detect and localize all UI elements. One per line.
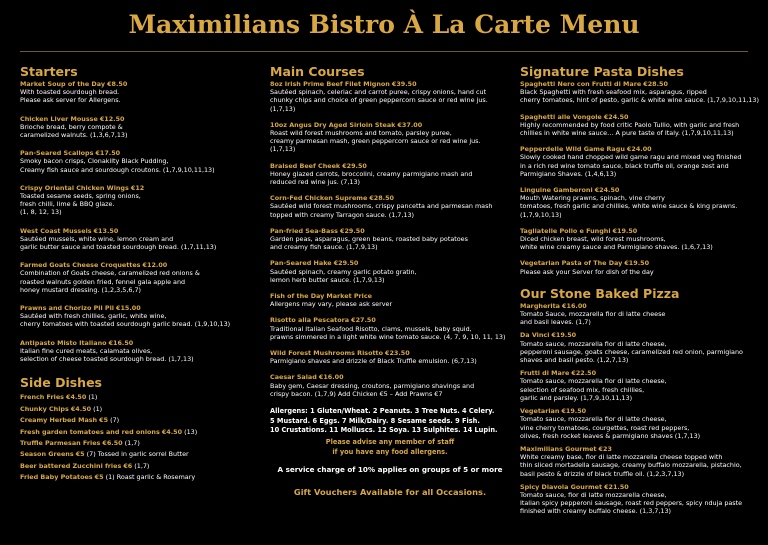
pizza-list xyxy=(520,302,760,516)
item-price: €15.00 xyxy=(116,304,141,313)
item-name: Caesar Salad xyxy=(270,373,317,382)
menu-item xyxy=(270,292,510,308)
menu-item xyxy=(270,194,510,219)
menu-item xyxy=(20,227,255,252)
item-price: €28.50 xyxy=(369,194,395,203)
item-description: lemon herb butter sauce. (1,7,9,13) xyxy=(270,275,385,284)
item-description: Sautéed with fresh chillies, garlic, white wine, xyxy=(20,312,167,321)
menu-item xyxy=(270,162,510,187)
item-description: tomatoes, fresh garlic and chillies, white wine sauce & king prawns. xyxy=(520,202,738,211)
right-column xyxy=(520,64,760,516)
item-description: (1,7,13) xyxy=(270,145,296,154)
item-price: €5 xyxy=(75,450,85,459)
item-description: garlic butter sauce and toasted sourdough bread. (1,7,11,13) xyxy=(20,243,217,252)
item-name: Prawns and Chorizo Pil Pil xyxy=(20,304,114,313)
menu-title: Maximilians Bistro À La Carte Menu xyxy=(128,10,640,39)
item-price: €19.50 xyxy=(612,226,638,235)
item-description: Italian fine cured meats, calamata olives, xyxy=(20,346,153,355)
item-price: €29.50 xyxy=(333,259,359,268)
item-name: Da Vinci xyxy=(520,331,550,340)
item-price: €12.50 xyxy=(99,114,125,123)
item-price: €4.50 xyxy=(66,393,87,402)
menu-item xyxy=(20,80,255,105)
item-header xyxy=(520,227,760,235)
item-price: €16.50 xyxy=(108,338,134,347)
item-description: caramelized walnuts. (1,3,6,7,13) xyxy=(20,131,128,140)
item-header xyxy=(20,115,255,123)
item-description: garlic and parsley. (1,7,9,10,11,13) xyxy=(520,393,633,402)
advice-line: if you have any food allergens. xyxy=(332,447,448,456)
item-name: Margherita xyxy=(520,301,560,310)
item-description: Toasted sesame seeds, spring onions, xyxy=(20,192,141,201)
item-description: selection of seafood mix, fresh chillies, xyxy=(520,385,645,394)
item-name: Spaghetti alle Vongole xyxy=(520,112,602,121)
menu-item xyxy=(270,316,510,341)
item-description: chunky chips and choice of green peppercorn sauce or red wine jus. xyxy=(270,96,488,105)
item-name: Creamy Herbed Mash xyxy=(20,416,98,425)
sides-heading: Side Dishes xyxy=(20,375,102,391)
item-description: chillies in white wine sauce… A pure taste of Italy. (1,7,9,10,11,13) xyxy=(520,129,734,138)
item-description: Tomato Sauce, mozzarella fior di latte cheese xyxy=(520,310,666,319)
item-price: €22.50 xyxy=(571,369,597,378)
mains-list xyxy=(270,80,510,398)
side-item xyxy=(20,415,255,426)
item-header xyxy=(270,259,510,267)
item-price: €6 xyxy=(123,461,133,470)
item-description: Slowly cooked hand chopped wild game ragu and mixed veg finished xyxy=(520,153,742,162)
item-description: basil pesto & drizzle of black truffle oil. (1,2,3,7,13) xyxy=(520,469,685,478)
item-description: vine cherry tomatoes, courgettes, roast red peppers, xyxy=(520,423,690,432)
pasta-list xyxy=(520,80,760,276)
item-name: Wild Forest Mushrooms Risotto xyxy=(270,349,383,358)
item-name: Spaghetti Nero con Frutti di Mare xyxy=(520,80,642,88)
title-divider xyxy=(20,51,748,52)
item-description: reduced red wine jus. (7,13) xyxy=(270,178,361,187)
item-description: Baby gem, Caesar dressing, croutons, parmigiano shavings and xyxy=(270,381,475,390)
item-price: €24.50 xyxy=(594,186,620,195)
item-name: Chicken Liver Mousse xyxy=(20,114,98,123)
menu-item xyxy=(520,259,760,275)
item-description: Sautéed spinach, celeriac and carrot puree, crispy onions, hand cut xyxy=(270,88,487,97)
allergen-line: 5 Mustard. 6 Eggs. 7 Milk/Dairy. 8 Sesame seeds. 9 Fish. xyxy=(270,416,480,425)
item-description: Parmigiano shaves and drizzle of Black Truffle emulsion. (6,7,13) xyxy=(270,357,477,366)
item-name: Market Soup of the Day xyxy=(20,80,106,88)
item-description: cherry tomatoes, hint of pesto, garlic & white wine sauce. (1,7,9,10,11,13) xyxy=(520,96,759,105)
side-item xyxy=(20,392,255,403)
gift-voucher-note: Gift Vouchers Available for all Occasions. xyxy=(293,487,487,498)
item-description: Allergens may vary, please ask server xyxy=(270,300,393,309)
item-header xyxy=(20,80,255,88)
item-price: €5 xyxy=(94,473,104,482)
item-header xyxy=(20,227,255,235)
item-description: Mouth Watering prawns, spinach, vine cherry xyxy=(520,194,665,203)
item-name: 10oz Angus Dry Aged Sirloin Steak xyxy=(270,120,396,129)
item-header xyxy=(20,184,255,192)
item-description: Brioche bread, berry compote & xyxy=(20,122,123,131)
allergen-line: Allergens: 1 Gluten/Wheat. 2 Peanuts. 3 Tree Nuts. 4 Celery. xyxy=(270,407,495,416)
item-description: thin sliced mortadella sausage, creamy buffalo mozzarella, pistachio, xyxy=(520,461,742,470)
item-name: Pan-fried Sea-Bass xyxy=(270,226,338,235)
item-description: olives, fresh rocket leaves & parmigiano shaves (1,7,13) xyxy=(520,431,701,440)
item-header xyxy=(20,304,255,312)
item-description: Please ask your Server for dish of the day xyxy=(520,267,654,276)
item-description: (1,7,9,10,13) xyxy=(520,210,562,219)
item-description: (1, 8, 12, 13) xyxy=(20,208,62,217)
item-description: finished with creamy buffalo cheese. (1,3,7,13) xyxy=(520,507,672,516)
item-name: Crispy Oriental Chicken Wings xyxy=(20,183,129,192)
item-price: €21.50 xyxy=(604,482,629,491)
item-name: Chunky Chips xyxy=(20,404,69,413)
item-header xyxy=(20,261,255,269)
item-description: in a rich red wine tomato sauce, black truffle oil, orange zest and xyxy=(520,161,729,170)
menu-item xyxy=(520,145,760,178)
item-description: Parmigiano Shaves. (1,4,6,13) xyxy=(520,169,617,178)
item-description: Sautéed wild forest mushrooms, crispy pancetta and parmesan mash xyxy=(270,202,493,211)
menu-item xyxy=(520,369,760,402)
item-description: shaves and basil pesto. (1,2,7,13) xyxy=(520,356,629,365)
item-header xyxy=(520,331,760,339)
mains-heading: Main Courses xyxy=(270,64,365,79)
item-description: prawns simmered in a light white wine tomato sauce. (4, 7, 9, 10, 11, 13) xyxy=(270,332,506,341)
item-note: (1,7) xyxy=(124,438,140,447)
side-item xyxy=(20,438,255,449)
item-name: Antipasto Misto Italiano xyxy=(20,338,107,347)
item-price: €29.50 xyxy=(340,226,365,235)
item-header xyxy=(270,121,510,129)
item-header xyxy=(520,407,760,415)
side-item xyxy=(20,461,255,472)
item-description: With toasted sourdough bread. xyxy=(20,88,120,97)
item-header xyxy=(520,145,760,153)
menu-item xyxy=(270,349,510,365)
item-note: (13) xyxy=(184,427,198,436)
item-header xyxy=(270,373,510,381)
item-price: €28.50 xyxy=(643,80,668,88)
menu-item xyxy=(20,304,255,329)
item-description: Sautéed mussels, white wine, lemon cream and xyxy=(20,234,174,243)
service-charge-note: A service charge of 10% applies on groups of 5 or more xyxy=(277,465,503,475)
item-description: pepperoni sausage, goats cheese, caramelized red onion, parmigiano xyxy=(520,347,743,356)
side-item xyxy=(20,404,255,415)
item-description: and creamy fish sauce. (1,7,9,13) xyxy=(270,243,378,252)
item-description: Garden peas, asparagus, green beans, roasted baby potatoes xyxy=(270,235,468,244)
starters-heading: Starters xyxy=(20,64,78,79)
item-name: Season Greens xyxy=(20,450,74,459)
item-description: Please ask server for Allergens. xyxy=(20,96,121,105)
menu-item xyxy=(270,259,510,284)
item-description: selection of cheese toasted sourdough bread. (1,7,13) xyxy=(20,355,194,364)
item-name: Pan-Seared Hake xyxy=(270,259,332,268)
allergen-advice xyxy=(270,438,510,457)
item-description: Smoky bacon crisps, Clonakilty Black Pudding, xyxy=(20,157,169,166)
item-price: €16.00 xyxy=(562,301,587,310)
item-name: Beer battered Zucchini fries xyxy=(20,461,122,470)
item-price: €19.50 xyxy=(624,259,650,268)
menu-item xyxy=(520,302,760,327)
item-name: Frutti di Mare xyxy=(520,369,570,378)
item-description: White creamy base, fior di latte mozzarella cheese topped with xyxy=(520,453,723,462)
item-price: Market Price xyxy=(326,292,372,301)
advice-line: Please advise any member of staff xyxy=(325,438,455,447)
item-name: Fresh garden tomatoes and red onions xyxy=(20,427,160,436)
item-note: (1,7) xyxy=(134,461,150,470)
item-name: Vegetarian xyxy=(520,407,560,416)
menu-item xyxy=(20,149,255,174)
pizza-heading: Our Stone Baked Pizza xyxy=(520,285,680,301)
item-price: €12.00 xyxy=(142,261,168,270)
item-header xyxy=(270,162,510,170)
item-name: Truffle Parmesan Fries xyxy=(20,438,101,447)
item-note: (7) Tossed in garlic sorrel Butter xyxy=(86,450,189,459)
menu-item xyxy=(520,407,760,440)
menu-item xyxy=(270,80,510,113)
item-description: Sautéed spinach, creamy garlic potato gratin, xyxy=(270,267,417,276)
middle-column xyxy=(270,64,510,497)
item-price: €37.00 xyxy=(397,120,423,129)
item-header xyxy=(520,445,760,453)
menu-item xyxy=(520,227,760,252)
item-description: crispy bacon. (1,7,9) Add Chicken €5 – Add Prawns €7 xyxy=(270,389,443,398)
item-header xyxy=(20,149,255,157)
item-price: €5 xyxy=(99,416,109,425)
menu-item xyxy=(520,331,760,364)
item-description: white wine creamy sauce and Parmigiano shaves. (1,6,7,13) xyxy=(520,243,713,252)
item-header xyxy=(520,302,760,310)
item-name: Farmed Goats Cheese Croquettes xyxy=(20,261,141,270)
item-price: €16.00 xyxy=(318,373,344,382)
item-price: €12 xyxy=(130,183,145,192)
item-price: €19.50 xyxy=(551,331,577,340)
item-price: €29.50 xyxy=(342,161,367,170)
menu-item xyxy=(520,483,760,516)
menu-item xyxy=(520,113,760,138)
item-header xyxy=(270,194,510,202)
item-name: French Fries xyxy=(20,393,64,402)
starters-list xyxy=(20,80,255,363)
item-name: Fried Baby Potatoes xyxy=(20,473,93,482)
item-price: €23 xyxy=(598,444,612,453)
item-description: creamy parmesan mash, green peppercorn sauce or red wine jus. xyxy=(270,137,481,146)
item-note: (1) Roast garlic & Rosemary xyxy=(105,473,196,482)
item-price: €17.50 xyxy=(95,149,121,158)
item-name: Fish of the Day xyxy=(270,292,325,301)
item-price: €19.50 xyxy=(561,407,587,416)
item-name: Spicy Diavola Gourmet xyxy=(520,482,603,491)
item-description: Combination of Goats cheese, caramelized red onions & xyxy=(20,269,200,278)
menu-item xyxy=(270,121,510,154)
item-price: €4.50 xyxy=(161,427,183,436)
menu-item xyxy=(270,373,510,398)
menu-item xyxy=(20,115,255,140)
item-header xyxy=(270,80,510,88)
item-name: Pepperdelle Wild Game Ragu xyxy=(520,145,625,154)
side-item xyxy=(20,472,255,483)
item-price: €24.00 xyxy=(626,145,652,154)
item-header xyxy=(270,292,510,300)
item-description: (1,7,13) xyxy=(270,104,296,113)
item-name: Vegetarian Pasta of The Day xyxy=(520,259,623,268)
item-price: €8.50 xyxy=(107,80,128,88)
item-description: topped with creamy Tarragon sauce. (1,7,13) xyxy=(270,210,415,219)
item-description: Traditional Italian Seafood Risotto, clams, mussels, baby squid, xyxy=(270,324,472,333)
menu-item xyxy=(520,445,760,478)
item-header xyxy=(520,259,760,267)
sides-list xyxy=(20,392,255,483)
item-price: €4.50 xyxy=(70,404,92,413)
left-column xyxy=(20,64,255,484)
item-description: Honey glazed carrots, broccolini, creamy parmigiano mash and xyxy=(270,169,473,178)
item-price: €24.50 xyxy=(603,112,629,121)
item-description: roasted walnuts golden fried, fennel gala apple and xyxy=(20,277,186,286)
item-description: Tomato sauce, mozzarella fior di latte cheese, xyxy=(520,339,667,348)
menu-item xyxy=(20,261,255,294)
item-name: Linguine Gamberoni xyxy=(520,186,593,195)
item-header xyxy=(520,483,760,491)
item-price: €23.50 xyxy=(385,349,410,358)
item-header xyxy=(270,227,510,235)
item-note: (7) xyxy=(110,416,120,425)
menu-item xyxy=(20,339,255,364)
item-note: (1) xyxy=(88,393,98,402)
item-name: Tagliatelle Pollo e Funghi xyxy=(520,226,611,235)
item-price: €13.50 xyxy=(93,226,119,235)
item-header xyxy=(520,113,760,121)
item-description: Tomato sauce, mozzarella fior di latte cheese, xyxy=(520,377,667,386)
item-description: and basil leaves. (1,7) xyxy=(520,318,591,327)
item-description: Highly recommended by food critic Paolo Tullio, with garlic and fresh xyxy=(520,120,740,129)
item-header xyxy=(20,339,255,347)
item-header xyxy=(520,80,760,88)
menu-item xyxy=(270,227,510,252)
menu-item xyxy=(520,186,760,219)
item-name: Maximilians Gourmet xyxy=(520,444,597,453)
item-name: West Coast Mussels xyxy=(20,226,92,235)
item-description: Black Spaghetti with fresh seafood mix, asparagus, ripped xyxy=(520,88,707,97)
item-price: €27.50 xyxy=(351,316,376,325)
item-description: Italian spicy pepperoni sausage, roast red peppers, spicy nduja paste xyxy=(520,499,743,508)
item-description: Tomato sauce, mozzarella fior di latte cheese, xyxy=(520,415,667,424)
item-name: Corn-Fed Chicken Supreme xyxy=(270,194,368,203)
item-header xyxy=(520,369,760,377)
item-description: Creamy fish sauce and sourdough croutons. (1,7,9,10,11,13) xyxy=(20,165,215,174)
item-description: Tomato sauce, fior di latte mozzarella cheese, xyxy=(520,490,667,499)
menu-item xyxy=(520,80,760,105)
item-name: 8oz Irish Prime Beef Filet Mignon xyxy=(270,80,390,88)
item-description: Diced chicken breast, wild forest mushrooms, xyxy=(520,235,666,244)
item-note: (1) xyxy=(93,404,103,413)
item-name: Risotto alla Pescatora xyxy=(270,316,350,325)
menu-item xyxy=(20,184,255,217)
item-description: honey mustard dressing. (1,2,3,5,6,7) xyxy=(20,285,142,294)
item-description: cherry tomatoes with toasted sourdough garlic bread. (1,9,10,13) xyxy=(20,320,231,329)
item-price: €39.50 xyxy=(391,80,417,88)
item-header xyxy=(520,186,760,194)
item-price: €6.50 xyxy=(102,438,123,447)
side-item xyxy=(20,449,255,460)
item-description: fresh chilli, lime & BBQ glaze. xyxy=(20,200,115,209)
item-name: Braised Beef Cheek xyxy=(270,161,341,170)
allergen-line: 10 Crustations. 11 Molluscs. 12 Soya. 13 Sulphites. 14 Lupin. xyxy=(270,425,498,434)
item-header xyxy=(270,316,510,324)
allergen-key xyxy=(270,407,510,435)
side-item xyxy=(20,427,255,438)
pasta-heading: Signature Pasta Dishes xyxy=(520,64,684,79)
item-description: Roast wild forest mushrooms and tomato, parsley puree, xyxy=(270,129,452,138)
item-header xyxy=(270,349,510,357)
item-name: Pan-Seared Scallops xyxy=(20,149,94,158)
